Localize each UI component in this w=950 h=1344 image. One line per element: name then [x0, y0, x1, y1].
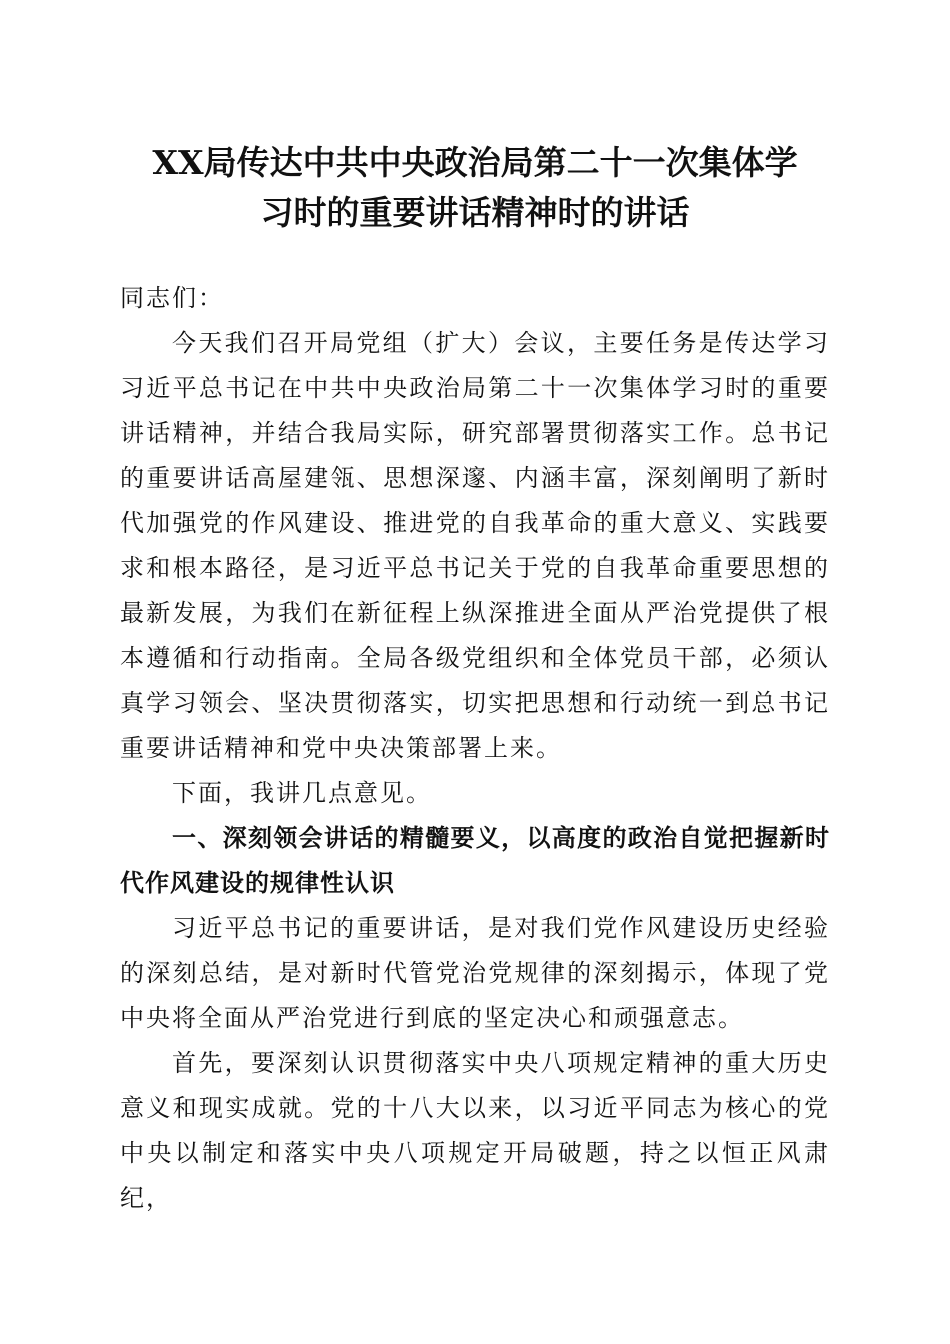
document-title: [120, 138, 830, 238]
title-line-2: 习时的重要讲话精神时的讲话: [260, 193, 690, 232]
paragraph-section1-b: 首先，要深刻认识贯彻落实中央八项规定精神的重大历史意义和现实成就。党的十八大以来，以习近平同志为核心的党中央以制定和落实中央八项规定开局破题，持之以恒正风肃纪，: [120, 1049, 830, 1212]
paragraph-section1-a: 习近平总书记的重要讲话，是对我们党作风建设历史经验的深刻总结，是对新时代管党治党规律的深刻揭示，体现了党中央将全面从严治党进行到底的坚定决心和顽强意志。: [120, 914, 830, 1032]
paragraph-intro: 今天我们召开局党组（扩大）会议，主要任务是传达学习习近平总书记在中共中央政治局第二十一次集体学习时的重要讲话精神，并结合我局实际，研究部署贯彻落实工作。总书记的重要讲话高屋建瓴、思想深邃、内涵丰富，深刻阐明了新时代加强党的作风建设、推进党的自我革命的重大意义、实践要求和根本路径，是习近平总书记关于党的自我革命重要思想的最新发展，为我们在新征程上纵深推进全面从严治党提供了根本遵循和行动指南。全局各级党组织和全体党员干部，必须认真学习领会、坚决贯彻落实，切实把思想和行动统一到总书记重要讲话精神和党中央决策部署上来。: [120, 329, 830, 762]
title-line-1: XX局传达中共中央政治局第二十一次集体学: [152, 143, 798, 182]
paragraph-transition: 下面，我讲几点意见。: [172, 779, 432, 807]
document-body: [120, 276, 830, 1221]
salutation: 同志们：: [120, 284, 224, 312]
section-heading-1: 一、深刻领会讲话的精髓要义，以高度的政治自觉把握新时代作风建设的规律性认识: [120, 824, 830, 897]
